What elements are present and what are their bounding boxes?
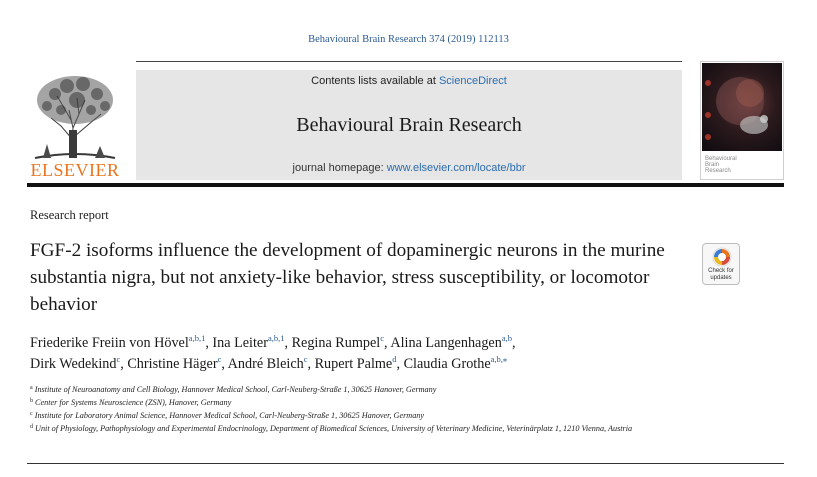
affiliation-text: Institute for Laboratory Animal Science, Hannover Medical School, Carl-Neuberg-Straße 1, 30625 Hanover, Germany xyxy=(34,411,425,420)
author[interactable] xyxy=(404,356,508,372)
journal-reference[interactable]: Behavioural Brain Research 374 (2019) 112113 xyxy=(308,34,509,45)
author-name: Friederike Freiin von Hövel xyxy=(30,335,189,351)
author-separator: , xyxy=(307,356,315,372)
contents-prefix: Contents lists available at xyxy=(311,75,439,87)
affiliation-mark: c xyxy=(30,411,33,417)
journal-homepage xyxy=(136,162,682,174)
author-separator: , xyxy=(384,335,391,351)
sciencedirect-link[interactable]: ScienceDirect xyxy=(438,75,507,87)
author[interactable] xyxy=(212,335,291,351)
author[interactable] xyxy=(292,335,391,351)
author-separator: , xyxy=(205,335,213,351)
author-affiliation-mark[interactable]: a,b,1 xyxy=(188,333,206,343)
article-type: Research report xyxy=(30,208,109,222)
author-affiliation-mark[interactable]: a,b xyxy=(501,333,512,343)
affiliation xyxy=(30,423,750,434)
author-name: Dirk Wedekind xyxy=(30,356,117,372)
author-affiliation-mark[interactable]: a,b,1 xyxy=(267,333,285,343)
contents-availability xyxy=(136,75,682,87)
front-matter-bottom-rule xyxy=(27,463,784,464)
cover-journal-name xyxy=(705,156,779,174)
elsevier-wordmark[interactable]: ELSEVIER xyxy=(30,160,120,180)
journal-title: Behavioural Brain Research xyxy=(296,114,522,136)
author-affiliation-mark[interactable]: c xyxy=(303,354,308,364)
affiliation xyxy=(30,397,750,408)
author-separator: , xyxy=(284,335,292,351)
journal-banner xyxy=(136,70,682,180)
homepage-link[interactable]: www.elsevier.com/locate/bbr xyxy=(386,162,526,174)
header-top-rule xyxy=(136,61,682,62)
author-separator: , xyxy=(511,335,516,351)
author-separator: , xyxy=(221,356,228,372)
affiliation-text: Unit of Physiology, Pathophysiology and Experimental Endocrinology, Department of Biomedical Sciences, University of Veterinary Medicine, Veterinärplatz 1, 1210 Vienna, Austria xyxy=(35,424,633,433)
homepage-prefix: journal homepage: xyxy=(292,162,387,174)
author-name: Ina Leiter xyxy=(212,335,268,351)
author-affiliation-mark[interactable]: a,b,⁎ xyxy=(490,354,508,364)
author-affiliation-mark[interactable]: d xyxy=(392,354,397,364)
affiliation-text: Center for Systems Neuroscience (ZSN), Hanover, Germany xyxy=(35,398,232,407)
author[interactable] xyxy=(30,335,212,351)
cover-image xyxy=(702,63,782,151)
affiliation-mark: b xyxy=(30,398,33,404)
author-affiliation-mark[interactable]: c xyxy=(380,333,385,343)
cover-text-line: Brain xyxy=(705,162,720,168)
affiliation-mark: d xyxy=(30,424,33,430)
author-separator: , xyxy=(396,356,404,372)
affiliation-text: Institute of Neuroanatomy and Cell Biology, Hannover Medical School, Carl-Neuberg-Straße 1, 30625 Hanover, Germany xyxy=(34,385,437,394)
author-separator: , xyxy=(120,356,128,372)
badge-text-line: updates xyxy=(710,274,732,281)
header-thick-rule xyxy=(27,183,784,187)
author[interactable] xyxy=(127,356,227,372)
author[interactable] xyxy=(228,356,315,372)
check-for-updates-icon xyxy=(712,247,732,267)
author-name: André Bleich xyxy=(227,356,304,372)
author-name: Christine Häger xyxy=(127,356,218,372)
cover-text-line: Behavioural xyxy=(705,156,737,162)
article-title: FGF-2 isoforms influence the development of dopaminergic neurons in the murine substantia nigra, but not anxiety-like behavior, stress susceptibility, or locomotor behavior xyxy=(30,240,665,315)
author-list xyxy=(30,333,710,375)
cover-artwork xyxy=(702,63,782,151)
check-for-updates-label xyxy=(703,268,739,281)
author[interactable] xyxy=(315,356,404,372)
author[interactable] xyxy=(30,356,127,372)
affiliation-mark: a xyxy=(30,385,33,391)
badge-text-line: Check for xyxy=(708,268,734,274)
author[interactable] xyxy=(390,335,515,351)
affiliation xyxy=(30,410,750,421)
author-affiliation-mark[interactable]: c xyxy=(217,354,222,364)
author-name: Claudia Grothe xyxy=(403,356,491,372)
author-name: Alina Langenhagen xyxy=(390,335,502,351)
author-name: Rupert Palme xyxy=(314,356,393,372)
affiliation xyxy=(30,384,750,395)
author-affiliation-mark[interactable]: c xyxy=(116,354,121,364)
author-name: Regina Rumpel xyxy=(291,335,381,351)
journal-cover-thumbnail[interactable] xyxy=(700,61,784,180)
cover-text-line: Research xyxy=(705,168,731,174)
check-for-updates-button[interactable] xyxy=(702,243,740,285)
